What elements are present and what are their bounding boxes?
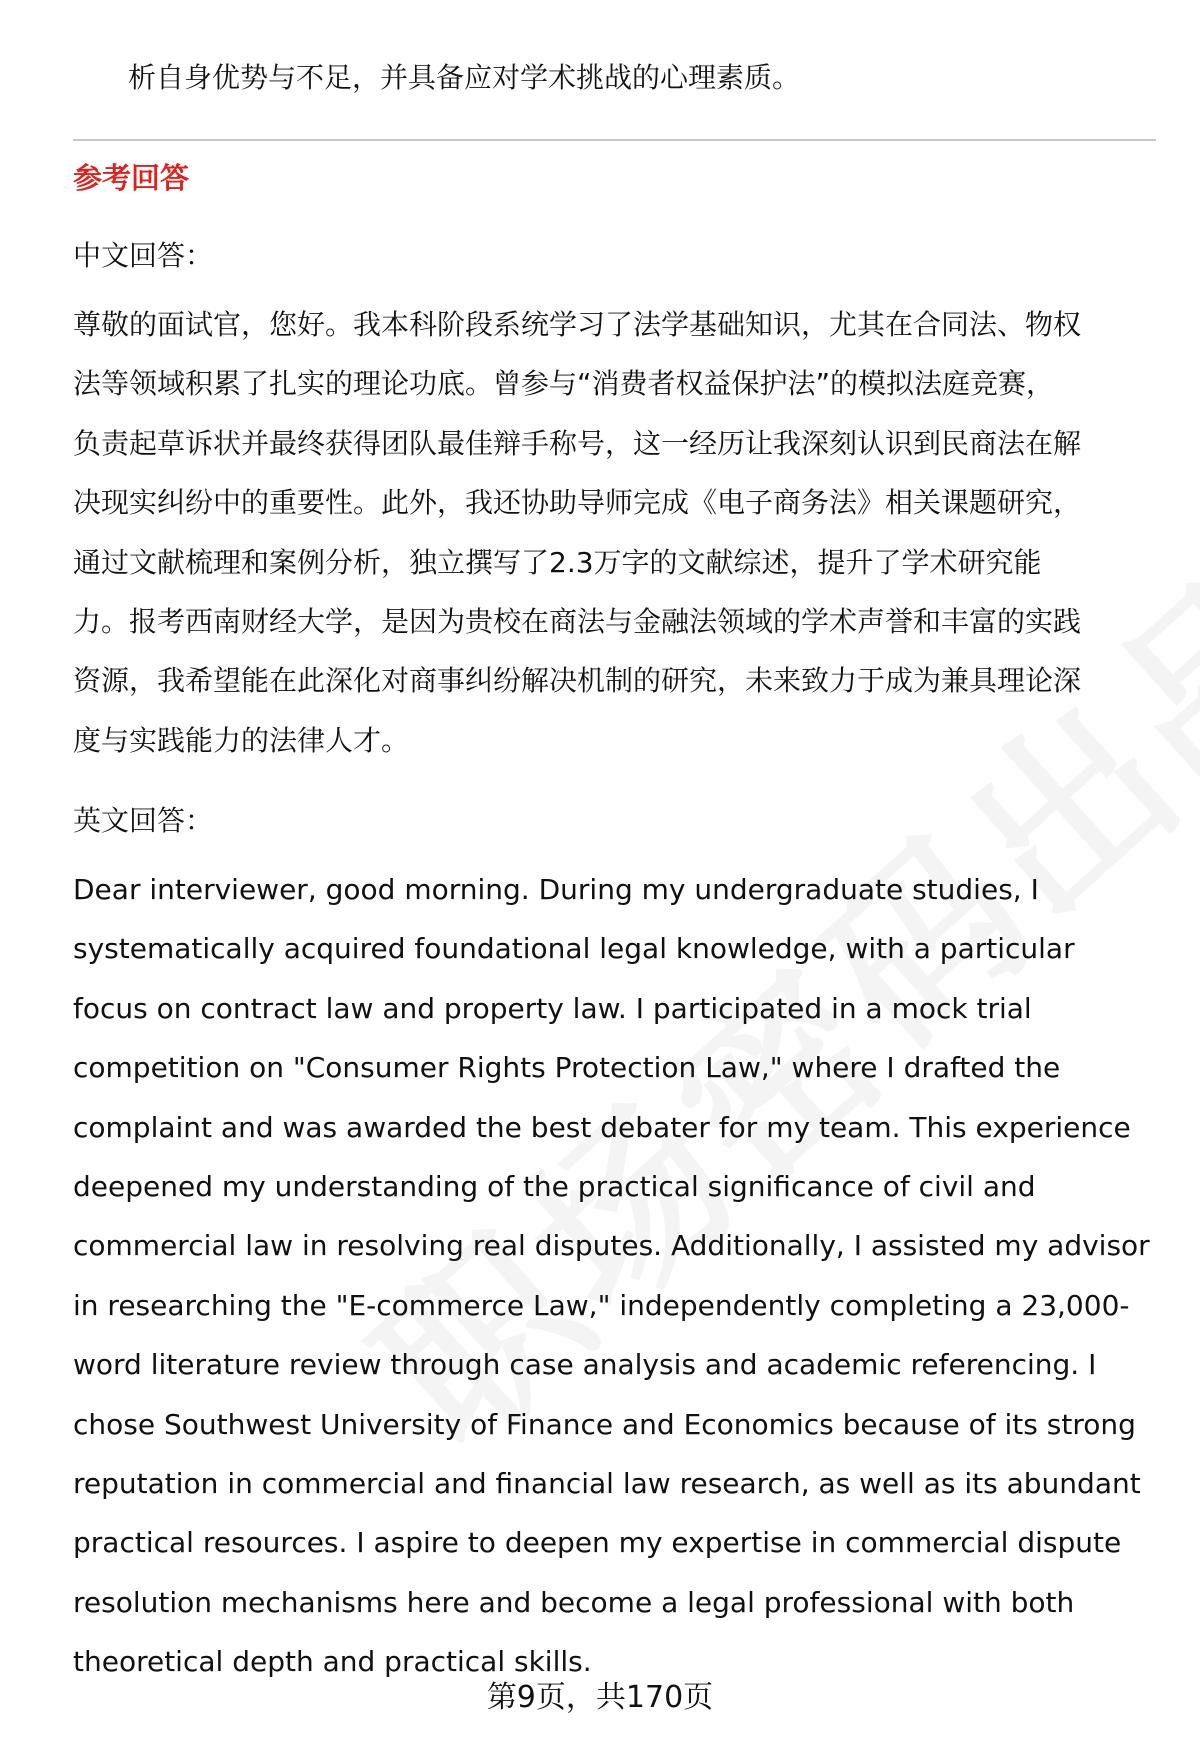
chinese-answer-line: 度与实践能力的法律人才。: [73, 723, 410, 757]
english-answer-line: reputation in commercial and financial law research, as well as its abundant: [73, 1467, 1141, 1501]
intro-text: 析自身优势与不足，并具备应对学术挑战的心理素质。: [128, 61, 801, 94]
chinese-answer-line: 资源，我希望能在此深化对商事纠纷解决机制的研究，未来致力于成为兼具理论深: [73, 664, 1082, 698]
english-answer-line: theoretical depth and practical skills.: [73, 1645, 592, 1679]
chinese-answer-body: [73, 295, 1163, 770]
chinese-answer-line: 力。报考西南财经大学，是因为贵校在商法与金融法领域的学术声誉和丰富的实践: [73, 605, 1082, 639]
chinese-answer-line: 法等领域积累了扎实的理论功底。曾参与“消费者权益保护法”的模拟法庭竞赛，: [73, 367, 1055, 401]
chinese-answer-line: 负责起草诉状并最终获得团队最佳辩手称号，这一经历让我深刻认识到民商法在解: [73, 426, 1082, 460]
chinese-answer-label: 中文回答：: [73, 239, 214, 272]
section-divider: [73, 139, 1156, 141]
section-heading: 参考回答: [73, 161, 190, 195]
english-answer-line: complaint and was awarded the best debater for my team. This experience: [73, 1110, 1131, 1144]
english-answer-line: resolution mechanisms here and become a legal professional with both: [73, 1585, 1075, 1619]
english-answer-line: practical resources. I aspire to deepen my expertise in commercial dispute: [73, 1526, 1122, 1560]
english-answer-line: competition on "Consumer Rights Protection Law," where I drafted the: [73, 1051, 1061, 1085]
english-answer-body: [73, 860, 1173, 1692]
english-answer-line: in researching the "E-commerce Law," independently completing a 23,000-: [73, 1288, 1130, 1322]
english-answer-line: focus on contract law and property law. I participated in a mock trial: [73, 991, 1032, 1025]
chinese-answer-line: 通过文献梳理和案例分析，独立撰写了2.3万字的文献综述，提升了学术研究能: [73, 545, 1042, 579]
english-answer-line: Dear interviewer, good morning. During my undergraduate studies, I: [73, 873, 1039, 906]
english-answer-line: word literature review through case analysis and academic referencing. I: [73, 1348, 1097, 1382]
english-answer-line: commercial law in resolving real disputes. Additionally, I assisted my advisor: [73, 1229, 1150, 1263]
chinese-answer-line: 决现实纠纷中的重要性。此外，我还协助导师完成《电子商务法》相关课题研究，: [73, 486, 1082, 520]
page-number: 第9页，共170页: [486, 1680, 714, 1715]
english-answer-line: systematically acquired foundational legal knowledge, with a particular: [73, 932, 1075, 966]
english-answer-label: 英文回答：: [73, 804, 214, 837]
chinese-answer-line: 尊敬的面试官，您好。我本科阶段系统学习了法学基础知识，尤其在合同法、物权: [73, 308, 1082, 341]
english-answer-line: deepened my understanding of the practical significance of civil and: [73, 1170, 1036, 1204]
english-answer-line: chose Southwest University of Finance and Economics because of its strong: [73, 1407, 1136, 1441]
